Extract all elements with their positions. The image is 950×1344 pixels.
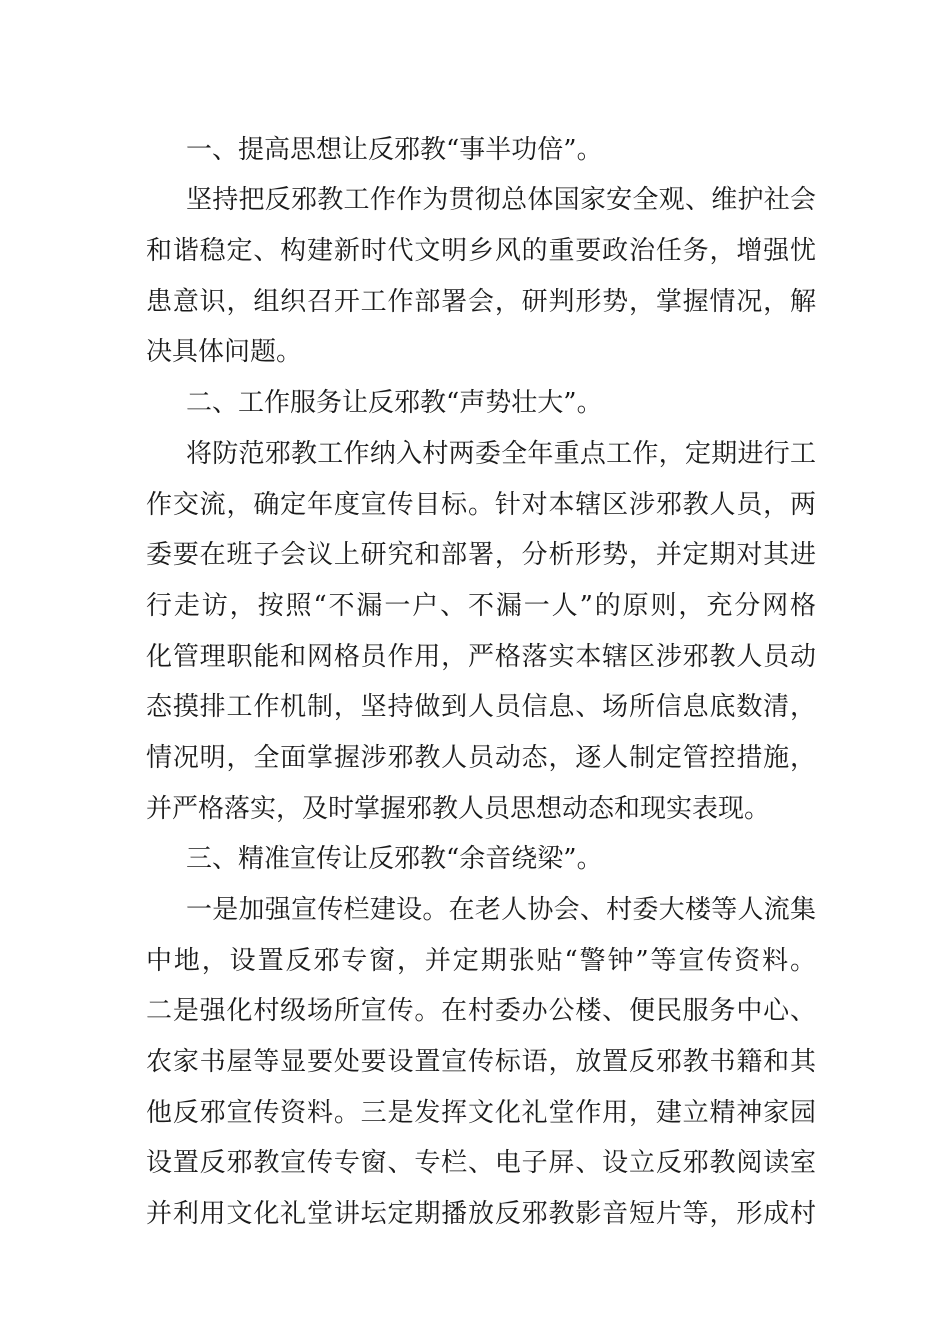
paragraph-line: 将防范邪教工作纳入村两委全年重点工作，定期进行工 (186, 439, 816, 469)
paragraph-line: 化管理职能和网格员作用，严格落实本辖区涉邪教人员动 (146, 642, 816, 672)
paragraph-line: 并严格落实，及时掌握邪教人员思想动态和现实表现。 (146, 794, 771, 824)
paragraph-line: 中地，设置反邪专窗，并定期张贴“警钟”等宣传资料。 (146, 946, 816, 976)
paragraph-line: 委要在班子会议上研究和部署，分析形势，并定期对其进 (146, 540, 816, 570)
paragraph-line: 二是强化村级场所宣传。在村委办公楼、便民服务中心、 (146, 996, 816, 1026)
paragraph-line: 并利用文化礼堂讲坛定期播放反邪教影音短片等，形成村 (146, 1199, 816, 1229)
paragraph-line: 农家书屋等显要处要设置宣传标语，放置反邪教书籍和其 (146, 1047, 816, 1077)
paragraph-line: 坚持把反邪教工作作为贯彻总体国家安全观、维护社会 (186, 185, 816, 215)
paragraph-line: 情况明，全面掌握涉邪教人员动态，逐人制定管控措施， (146, 743, 816, 773)
paragraph-line: 作交流，确定年度宣传目标。针对本辖区涉邪教人员，两 (146, 490, 816, 520)
section-heading-1: 一、提高思想让反邪教“事半功倍”。 (186, 135, 603, 165)
paragraph-line: 他反邪宣传资料。三是发挥文化礼堂作用，建立精神家园 (146, 1098, 816, 1128)
section-heading-3: 三、精准宣传让反邪教“余音绕梁”。 (186, 844, 603, 874)
section-heading-2: 二、工作服务让反邪教“声势壮大”。 (186, 388, 603, 418)
paragraph-line: 和谐稳定、构建新时代文明乡风的重要政治任务，增强忧 (146, 236, 816, 266)
paragraph-line: 患意识，组织召开工作部署会，研判形势，掌握情况，解 (146, 287, 816, 317)
paragraph-line: 决具体问题。 (146, 337, 303, 367)
paragraph-line: 一是加强宣传栏建设。在老人协会、村委大楼等人流集 (186, 895, 816, 925)
paragraph-line: 态摸排工作机制，坚持做到人员信息、场所信息底数清， (146, 692, 816, 722)
paragraph-line: 设置反邪教宣传专窗、专栏、电子屏、设立反邪教阅读室 (146, 1148, 816, 1178)
paragraph-line: 行走访，按照“不漏一户、不漏一人”的原则，充分网格 (146, 591, 816, 621)
